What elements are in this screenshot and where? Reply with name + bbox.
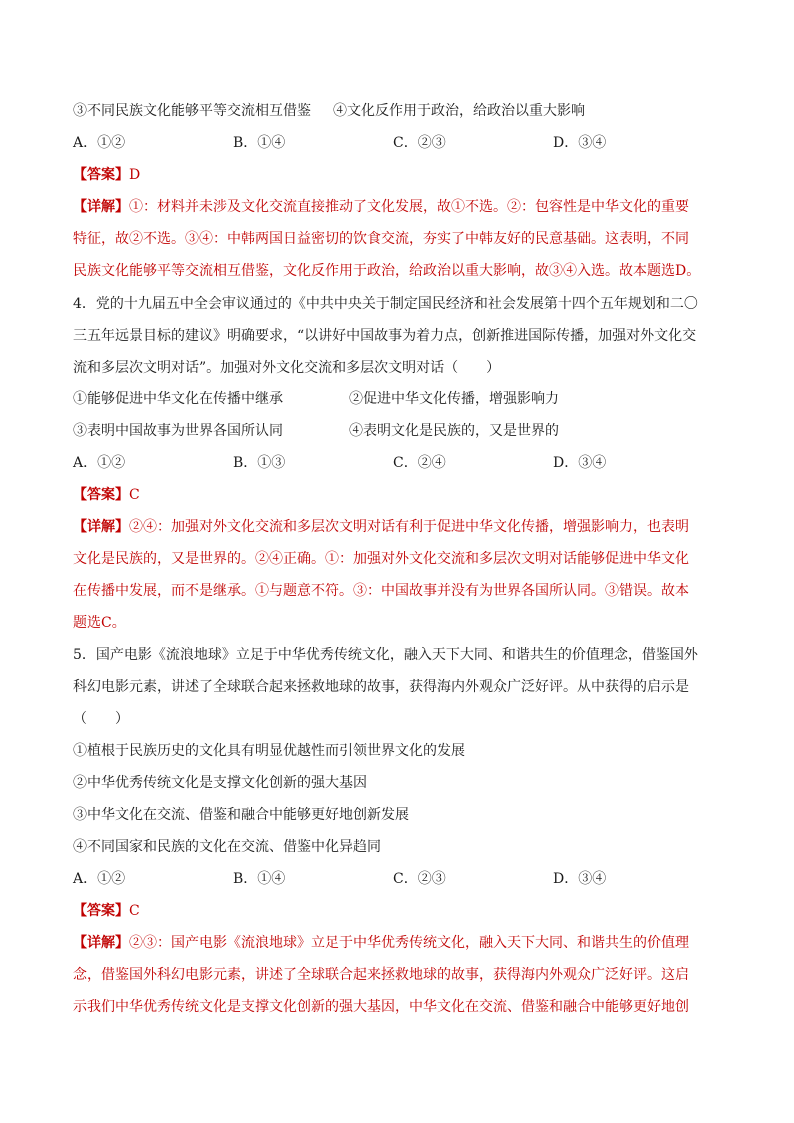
q5-option-a: A．①② [73,871,126,887]
q5-answer-label: 【答案】 [73,903,129,919]
q5-stem-line-2: 科幻电影元素，讲述了全球联合起来拯救地球的故事，获得海内外观众广泛好评。从中获得的启示是 [73,679,689,695]
q5-item-1: ①植根于民族历史的文化具有明显优越性而引领世界文化的发展 [73,743,465,759]
q4-detail-line-1: 【详解】②④：加强对外文化交流和多层次文明对话有利于促进中华文化传播，增强影响力，也表明 [73,519,689,535]
q5-item-2: ②中华优秀传统文化是支撑文化创新的强大基因 [73,775,367,791]
q4-answer [73,485,733,505]
q4-answer-label: 【答案】 [73,487,129,503]
q4-detail-line-4: 题选C。 [73,615,126,631]
q3-option-a: A．①② [73,135,126,151]
q3-answer-label: 【答案】 [73,167,129,183]
q5-stem-line-1: 5．国产电影《流浪地球》立足于中华优秀传统文化，融入天下大同、和谐共生的价值理念，借鉴国外 [73,647,698,663]
q5-options [73,869,733,889]
q3-detail-line-3: 民族文化能够平等交流相互借鉴，文化反作用于政治，给政治以重大影响，故③④入选。故本题选D。 [73,263,701,279]
q3-item-4: ④文化反作用于政治，给政治以重大影响 [333,103,585,119]
q3-option-b: B．①④ [233,135,286,151]
q4-answer-value: C [129,487,140,503]
q3-detail-line-2: 特征，故②不选。③④：中韩两国日益密切的饮食交流，夯实了中韩友好的民意基础。这表明，不同 [73,231,689,247]
q3-options [73,133,733,153]
q4-item-4: ④表明文化是民族的，又是世界的 [349,423,559,439]
q3-answer-value: D [129,167,141,183]
q3-item-3: ③不同民族文化能够平等交流相互借鉴 [73,103,311,119]
q5-detail-line-2: 念，借鉴国外科幻电影元素，讲述了全球联合起来拯救地球的故事，获得海内外观众广泛好评。这启 [73,967,689,983]
q4-option-a: A．①② [73,455,126,471]
q4-option-d: D．③④ [553,455,607,471]
q4-item-row-3-4 [73,421,733,441]
q4-item-2: ②促进中华文化传播，增强影响力 [349,391,559,407]
q5-answer-value: C [129,903,140,919]
q4-option-c: C．②④ [393,455,446,471]
q4-detail-label: 【详解】 [73,519,129,535]
q4-stem-line-2: 三五年远景目标的建议》明确要求，“以讲好中国故事为着力点，创新推进国际传播，加强对外文化交 [73,328,697,344]
q5-option-b: B．①④ [233,871,286,887]
q5-item-4: ④不同国家和民族的文化在交流、借鉴中化异趋同 [73,839,381,855]
q5-answer [73,901,733,921]
q3-detail-label: 【详解】 [73,199,129,215]
q4-detail-line-2: 文化是民族的，又是世界的。②④正确。①：加强对外文化交流和多层次文明对话能够促进中华文化 [73,551,689,567]
q5-stem-line-3: （ ） [73,711,129,727]
q4-item-row-1-2 [73,389,733,409]
q3-detail-line-1: 【详解】①：材料并未涉及文化交流直接推动了文化发展，故①不选。②：包容性是中华文化的重要 [73,199,689,215]
q5-item-3: ③中华文化在交流、借鉴和融合中能够更好地创新发展 [73,807,409,823]
q4-detail-line-3: 在传播中发展，而不是继承。①与题意不符。③：中国故事并没有为世界各国所认同。③错误。故本 [73,583,689,599]
q4-item-1: ①能够促进中华文化在传播中继承 [73,391,283,407]
q3-item-row-3-4 [73,101,733,121]
q5-option-d: D．③④ [553,871,607,887]
q4-item-3: ③表明中国故事为世界各国所认同 [73,423,283,439]
q3-option-d: D．③④ [553,135,607,151]
q5-detail-line-3: 示我们中华优秀传统文化是支撑文化创新的强大基因，中华文化在交流、借鉴和融合中能够更好地创 [73,999,689,1015]
q5-detail-line-1: 【详解】②③：国产电影《流浪地球》立足于中华优秀传统文化，融入天下大同、和谐共生的价值理 [73,935,689,951]
q5-detail-label: 【详解】 [73,935,129,951]
q4-stem-line-1: 4．党的十九届五中全会审议通过的《中共中央关于制定国民经济和社会发展第十四个五年规划和二〇 [73,296,698,312]
q3-answer [73,165,733,185]
q4-option-b: B．①③ [233,455,286,471]
q4-stem-line-3: 流和多层次文明对话”。加强对外文化交流和多层次文明对话（ ） [73,360,501,376]
q4-options [73,453,733,473]
q3-option-c: C．②③ [393,135,446,151]
q5-option-c: C．②③ [393,871,446,887]
